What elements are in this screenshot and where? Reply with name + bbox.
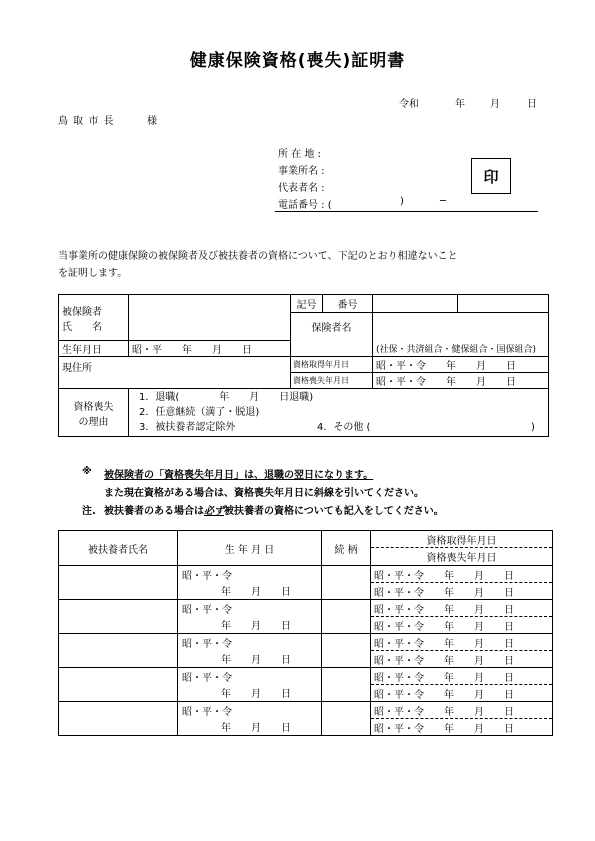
seal-box: 印 (471, 158, 511, 194)
dep-relation-field[interactable] (322, 668, 371, 702)
reason-4: 4．その他 ( (317, 422, 371, 433)
intro-line-2: を証明します。 (58, 268, 128, 279)
dep-dob-ymd: 年 月 日 (178, 685, 322, 702)
date-day: 日 (527, 99, 537, 110)
company-phone-dash: ─ (440, 196, 447, 207)
insured-name-field[interactable] (129, 295, 291, 341)
date-month: 月 (490, 99, 500, 110)
dep-dob-era: 昭・平・令 (178, 702, 322, 719)
dep-name-field[interactable] (59, 600, 178, 634)
reason-label-2: の理由 (78, 416, 109, 428)
company-address-label: 所 在 地 : (278, 149, 321, 160)
dep-acquired-value: 昭・平・令 年 月 日 (371, 702, 553, 719)
dep-dob-ymd: 年 月 日 (178, 583, 322, 600)
address-label: 現住所 (62, 363, 92, 374)
company-phone-label: 電話番号 : ( (278, 200, 332, 211)
dep-lost-value: 昭・平・令 年 月 日 (371, 651, 553, 668)
note-3-a: 被扶養者のある場合は (104, 506, 204, 517)
dep-relation-field[interactable] (322, 566, 371, 600)
dep-header-relation: 続 柄 (322, 531, 371, 566)
note-3 (104, 502, 444, 517)
reason-2: 2．任意継続（満了・脱退) (139, 407, 260, 418)
symbol-number-field-2[interactable] (458, 295, 549, 313)
company-rep-label: 代表者名 : (278, 183, 325, 194)
insurer-label-text: 保険者名 (311, 323, 352, 334)
dep-name-field[interactable] (59, 566, 178, 600)
reason-4-close: ) (531, 422, 535, 433)
insurer-field[interactable] (373, 313, 549, 357)
address-cell[interactable] (59, 357, 291, 389)
dep-lost-value: 昭・平・令 年 月 日 (371, 583, 553, 600)
dep-acquired-value: 昭・平・令 年 月 日 (371, 600, 553, 617)
acquired-value: 昭・平・令 年 月 日 (373, 357, 549, 373)
dep-acquired-value: 昭・平・令 年 月 日 (371, 668, 553, 685)
note-mark: ※ (82, 466, 92, 477)
dep-lost-value: 昭・平・令 年 月 日 (371, 719, 553, 736)
addressee-honorific: 様 (147, 116, 157, 127)
insured-name-label (59, 295, 129, 341)
dep-lost-value: 昭・平・令 年 月 日 (371, 617, 553, 634)
dep-dob-ymd: 年 月 日 (178, 617, 322, 634)
insurer-label (291, 313, 373, 357)
company-underline (275, 211, 538, 212)
dep-dob-era: 昭・平・令 (178, 668, 322, 685)
dep-dob-ymd: 年 月 日 (178, 651, 322, 668)
insured-label-2: 氏 名 (62, 321, 102, 333)
dep-relation-field[interactable] (322, 600, 371, 634)
symbol-label: 記号 (291, 295, 323, 313)
dep-dob-era: 昭・平・令 (178, 600, 322, 617)
dob-label: 生年月日 (59, 341, 129, 357)
insurer-types: (社保・共済組合・健保組合・国保組合) (376, 345, 537, 355)
note-3-em: 必ず (204, 506, 224, 517)
dep-name-field[interactable] (59, 634, 178, 668)
dep-name-field[interactable] (59, 668, 178, 702)
dep-header-dob: 生 年 月 日 (178, 531, 322, 566)
reason-3: 3．被扶養者認定除外 (139, 422, 236, 433)
intro-line-1: 当事業所の健康保険の被保険者及び被扶養者の資格について、下記のとおり相違ないこと (58, 251, 458, 262)
lost-value: 昭・平・令 年 月 日 (373, 373, 549, 389)
dob-value: 昭・平 年 月 日 (129, 341, 291, 357)
page-title: 健康保険資格(喪失)証明書 (189, 51, 406, 71)
lost-label: 資格喪失年月日 (291, 373, 373, 389)
acquired-label: 資格取得年月日 (291, 357, 373, 373)
date-year: 年 (455, 99, 465, 110)
date-era: 令和 (399, 99, 419, 110)
note-3-prefix: 注. (82, 506, 96, 517)
dependent-row (59, 634, 553, 651)
company-name-label: 事業所名 : (278, 166, 325, 177)
dep-lost-value: 昭・平・令 年 月 日 (371, 685, 553, 702)
number-label: 番号 (323, 295, 373, 313)
reason-label-1: 資格喪失 (73, 401, 114, 413)
note-2: また現在資格がある場合は、資格喪失年月日に斜線を引いてください。 (104, 488, 424, 499)
insured-table (58, 294, 549, 437)
dep-acquired-value: 昭・平・令 年 月 日 (371, 566, 553, 583)
dep-header-lost: 資格喪失年月日 (371, 548, 553, 566)
dep-name-field[interactable] (59, 702, 178, 736)
dep-dob-ymd: 年 月 日 (178, 719, 322, 736)
dependent-row (59, 668, 553, 685)
dependents-table (58, 530, 553, 736)
symbol-number-field[interactable] (373, 295, 458, 313)
dep-relation-field[interactable] (322, 634, 371, 668)
reason-label (59, 389, 129, 437)
addressee-name: 鳥 取 市 長 (58, 116, 115, 127)
dep-relation-field[interactable] (322, 702, 371, 736)
dep-header-name: 被扶養者氏名 (59, 531, 178, 566)
note-1: 被保険者の「資格喪失年月日」は、退職の翌日になります。 (104, 470, 374, 481)
note-3-b: 被扶養者の資格についても記入をしてください。 (224, 506, 444, 517)
dependent-row (59, 702, 553, 719)
dep-acquired-value: 昭・平・令 年 月 日 (371, 634, 553, 651)
dep-dob-era: 昭・平・令 (178, 634, 322, 651)
dependent-row (59, 566, 553, 583)
dependent-row (59, 600, 553, 617)
reason-1: 1．退職( 年 月 日退職) (139, 392, 314, 403)
company-phone-close: ) (400, 196, 404, 207)
insured-label-1: 被保険者 (62, 306, 102, 318)
dep-dob-era: 昭・平・令 (178, 566, 322, 583)
dep-header-acquired: 資格取得年月日 (371, 531, 553, 548)
reason-options[interactable] (129, 389, 549, 437)
